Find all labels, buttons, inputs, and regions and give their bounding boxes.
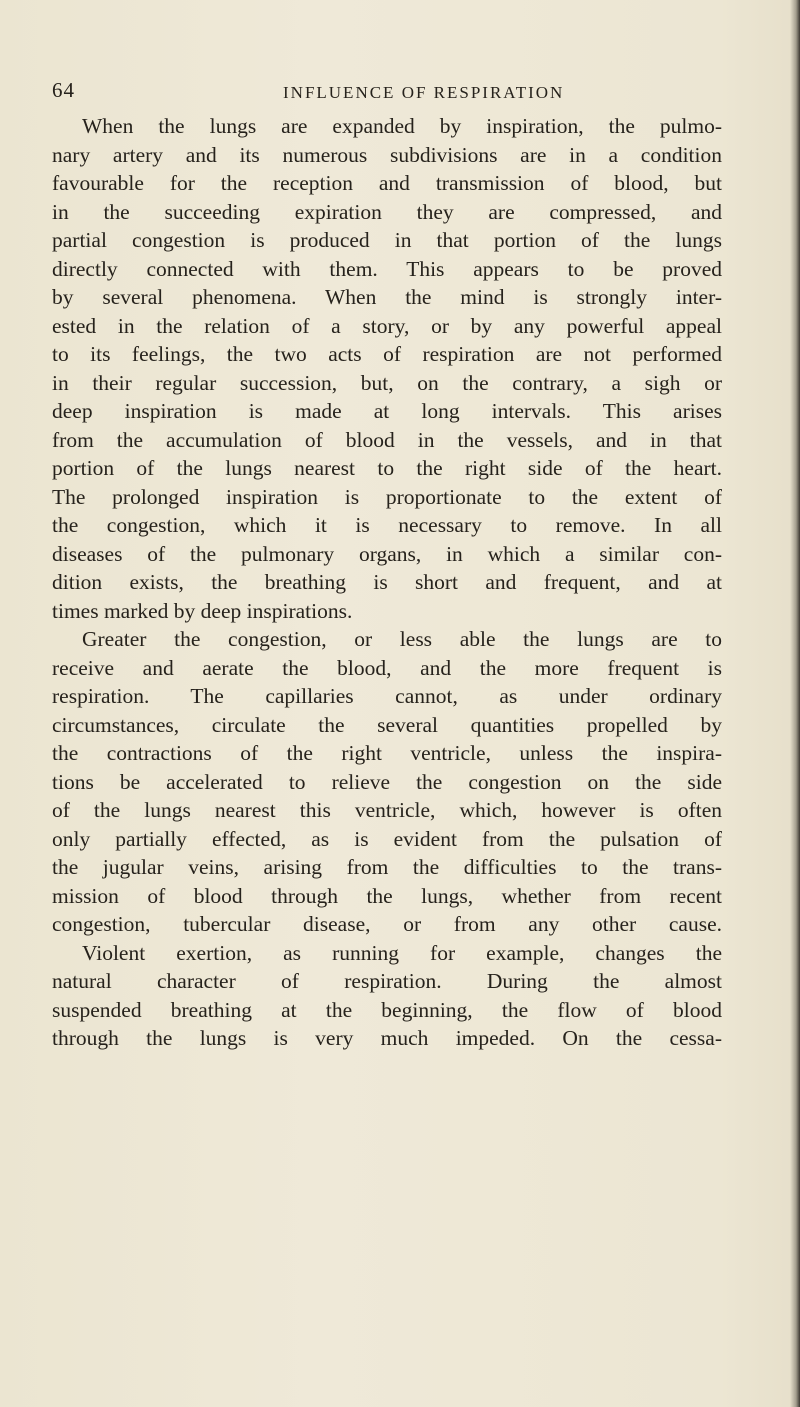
text-line: congestion, tubercular disease, or from any other cause. [52, 912, 722, 936]
text-line: the jugular veins, arising from the difficulties to the trans- [52, 855, 722, 879]
text-line: portion of the lungs nearest to the right side of the heart. [52, 456, 722, 480]
text-line: by several phenomena. When the mind is strongly inter- [52, 285, 722, 309]
text-line: Violent exertion, as running for example, changes the [82, 940, 722, 965]
text-line: deep inspiration is made at long intervals. This arises [52, 399, 722, 423]
text-line: mission of blood through the lungs, whether from recent [52, 883, 722, 908]
text-line: of the lungs nearest this ventricle, which, however is often [52, 798, 722, 822]
text-line: the congestion, which it is necessary to remove. In all [52, 513, 722, 537]
page-number: 64 [52, 78, 75, 102]
text-line: through the lungs is very much impeded. On the cessa- [52, 1026, 722, 1050]
text-line: dition exists, the breathing is short and frequent, and at [52, 570, 722, 594]
text-line: natural character of respiration. During the almost [52, 969, 722, 993]
text-line: in their regular succession, but, on the contrary, a sigh or [52, 370, 722, 395]
text-line: The prolonged inspiration is proportionate to the extent of [52, 484, 722, 509]
running-head: INFLUENCE OF RESPIRATION [283, 83, 565, 102]
text-line: circumstances, circulate the several quantities propelled by [52, 712, 722, 737]
text-line: in the succeeding expiration they are compressed, and [52, 199, 722, 224]
text-line: to its feelings, the two acts of respiration are not performed [52, 342, 722, 366]
text-line: tions be accelerated to relieve the congestion on the side [52, 769, 722, 794]
text-line: the contractions of the right ventricle, unless the inspira- [52, 741, 722, 765]
text-line: times marked by deep inspirations. [52, 598, 353, 623]
text-line: respiration. The capillaries cannot, as under ordinary [52, 684, 722, 708]
text-line: ested in the relation of a story, or by any powerful appeal [52, 313, 722, 338]
text-line: diseases of the pulmonary organs, in which a similar con- [52, 541, 722, 566]
text-line: suspended breathing at the beginning, the flow of blood [52, 997, 722, 1022]
page-edge-shadow [790, 0, 800, 1407]
text-line: When the lungs are expanded by inspiration, the pulmo- [82, 114, 722, 138]
text-line: Greater the congestion, or less able the lungs are to [82, 627, 722, 651]
text-line: partial congestion is produced in that portion of the lungs [52, 228, 722, 252]
text-line: nary artery and its numerous subdivisions are in a condition [52, 142, 722, 167]
text-line: from the accumulation of blood in the vessels, and in that [52, 427, 722, 452]
text-line: directly connected with them. This appears to be proved [52, 256, 722, 281]
text-line: favourable for the reception and transmission of blood, but [52, 171, 722, 195]
page-header [0, 78, 800, 108]
body-text [52, 112, 722, 1053]
text-line: receive and aerate the blood, and the more frequent is [52, 655, 722, 680]
text-line: only partially effected, as is evident from the pulsation of [52, 826, 722, 851]
